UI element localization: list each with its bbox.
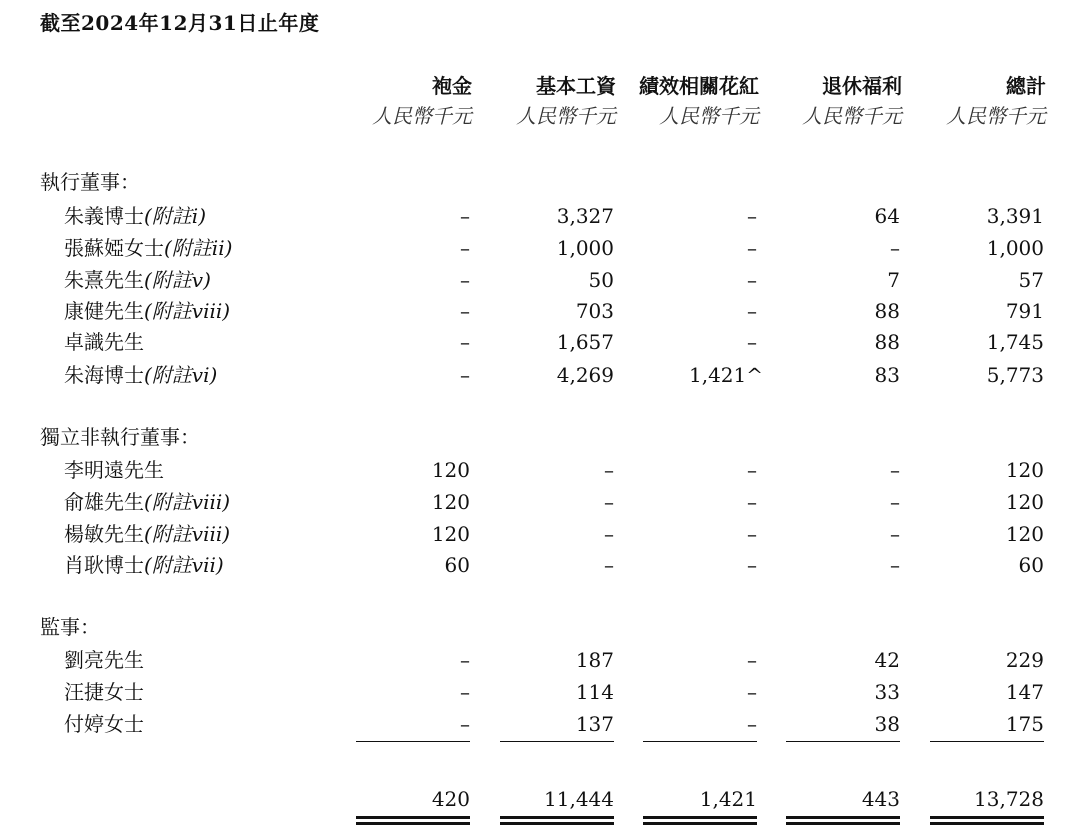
subtotal-rule	[356, 741, 470, 742]
column-unit: 人民幣千元	[516, 104, 616, 128]
column-label: 績效相關花紅	[639, 74, 759, 98]
salary-cell: 137	[575, 712, 614, 736]
fees-cell: 60	[444, 553, 470, 577]
salary-cell: 703	[575, 299, 614, 323]
salary-cell: –	[604, 490, 614, 514]
total-cell: 57	[1018, 268, 1044, 292]
double-underline-rule	[356, 816, 470, 825]
note-reference: (附註vii)	[144, 553, 224, 577]
retirement-cell: 7	[887, 268, 900, 292]
fees-cell: 120	[431, 490, 470, 514]
subtotal-rule	[786, 741, 900, 742]
supervisor-name: 劉亮先生	[64, 648, 144, 672]
director-name-cell	[64, 519, 230, 549]
total-cell: 3,391	[986, 204, 1044, 228]
director-name: 肖耿博士	[64, 553, 144, 577]
column-label: 總計	[1006, 74, 1046, 98]
table-row	[0, 296, 1080, 326]
column-unit: 人民幣千元	[659, 104, 759, 128]
retirement-cell: 38	[874, 712, 900, 736]
table-row	[0, 709, 1080, 739]
note-reference: (附註viii)	[144, 522, 231, 546]
subtotal-rule	[643, 741, 757, 742]
double-underline-rule	[786, 816, 900, 825]
double-underline-rule	[500, 816, 614, 825]
director-name-cell	[64, 550, 224, 580]
bonus-cell: –	[747, 204, 757, 228]
total-bonus: 1,421	[699, 787, 757, 811]
table-row	[0, 487, 1080, 517]
table-row	[0, 550, 1080, 580]
supervisor-name: 付婷女士	[64, 712, 144, 736]
salary-cell: –	[604, 553, 614, 577]
table-row	[0, 360, 1080, 390]
table-row	[0, 455, 1080, 485]
director-name-cell	[64, 233, 232, 263]
bonus-cell: –	[747, 490, 757, 514]
director-name-cell	[64, 201, 206, 231]
column-header-fees	[322, 72, 472, 130]
total-fees: 420	[431, 787, 470, 811]
note-reference: (附註i)	[144, 204, 207, 228]
table-row	[0, 201, 1080, 231]
retirement-cell: 64	[874, 204, 900, 228]
fees-cell: 120	[431, 522, 470, 546]
bonus-cell: –	[747, 458, 757, 482]
subtotal-rule	[500, 741, 614, 742]
total-cell: 120	[1005, 490, 1044, 514]
double-underline-rule	[643, 816, 757, 825]
retirement-cell: –	[890, 522, 900, 546]
salary-cell: 114	[575, 680, 614, 704]
column-header-bonus	[609, 72, 759, 130]
column-unit: 人民幣千元	[372, 104, 472, 128]
fees-cell: 120	[431, 458, 470, 482]
bonus-cell: –	[747, 268, 757, 292]
retirement-cell: –	[890, 553, 900, 577]
director-name-cell	[64, 327, 144, 357]
director-name-cell	[64, 265, 211, 295]
director-name: 朱海博士	[64, 363, 144, 387]
salary-cell: 1,000	[556, 236, 614, 260]
note-reference: (附註viii)	[144, 299, 231, 323]
fees-cell: –	[460, 363, 470, 387]
bonus-cell: –	[747, 236, 757, 260]
retirement-cell: –	[890, 458, 900, 482]
total-cell: 229	[1005, 648, 1044, 672]
column-header-retirement	[752, 72, 902, 130]
retirement-cell: –	[890, 490, 900, 514]
column-unit: 人民幣千元	[946, 104, 1046, 128]
director-name: 康健先生	[64, 299, 144, 323]
fees-cell: –	[460, 330, 470, 354]
bonus-cell: –	[747, 330, 757, 354]
total-cell: 147	[1005, 680, 1044, 704]
table-row	[0, 677, 1080, 707]
director-name: 卓識先生	[64, 330, 144, 354]
supervisor-name: 汪捷女士	[64, 680, 144, 704]
column-label: 退休福利	[822, 74, 902, 98]
salary-cell: –	[604, 458, 614, 482]
director-name-cell	[64, 455, 164, 485]
salary-cell: 187	[575, 648, 614, 672]
retirement-cell: 83	[874, 363, 900, 387]
total-retirement: 443	[861, 787, 900, 811]
column-label: 基本工資	[536, 74, 616, 98]
fees-cell: –	[460, 204, 470, 228]
director-name-cell	[64, 296, 230, 326]
total-cell: 1,745	[986, 330, 1044, 354]
total-cell: 1,000	[986, 236, 1044, 260]
total-cell: 120	[1005, 458, 1044, 482]
fees-cell: –	[460, 236, 470, 260]
fees-cell: –	[460, 680, 470, 704]
note-reference: (附註vi)	[144, 363, 218, 387]
salary-cell: 3,327	[556, 204, 614, 228]
fees-cell: –	[460, 712, 470, 736]
retirement-cell: 42	[874, 648, 900, 672]
retirement-cell: 88	[874, 299, 900, 323]
director-name: 朱熹先生	[64, 268, 144, 292]
retirement-cell: –	[890, 236, 900, 260]
total-salary: 11,444	[544, 787, 614, 811]
retirement-cell: 33	[874, 680, 900, 704]
supervisor-name-cell	[64, 645, 144, 675]
note-reference: (附註ii)	[164, 236, 233, 260]
bonus-cell: –	[747, 680, 757, 704]
salary-cell: –	[604, 522, 614, 546]
director-name: 朱義博士	[64, 204, 144, 228]
note-reference: (附註v)	[144, 268, 211, 292]
table-row	[0, 327, 1080, 357]
total-cell: 175	[1005, 712, 1044, 736]
fees-cell: –	[460, 299, 470, 323]
director-name: 楊敏先生	[64, 522, 144, 546]
section-label-executive-directors: 執行董事：	[40, 170, 140, 194]
table-row	[0, 265, 1080, 295]
director-name-cell	[64, 360, 217, 390]
bonus-cell: –	[747, 712, 757, 736]
fees-cell: –	[460, 268, 470, 292]
bonus-cell: –	[747, 553, 757, 577]
total-cell: 60	[1018, 553, 1044, 577]
column-header-salary	[466, 72, 616, 130]
column-label: 袍金	[432, 74, 472, 98]
supervisor-name-cell	[64, 677, 144, 707]
retirement-cell: 88	[874, 330, 900, 354]
supervisor-name-cell	[64, 709, 144, 739]
director-name-cell	[64, 487, 230, 517]
subtotal-rule	[930, 741, 1044, 742]
bonus-cell: –	[747, 648, 757, 672]
table-row	[0, 519, 1080, 549]
note-reference: (附註viii)	[144, 490, 231, 514]
table-row	[0, 233, 1080, 263]
bonus-cell: –	[747, 522, 757, 546]
fees-cell: –	[460, 648, 470, 672]
director-name: 李明遠先生	[64, 458, 164, 482]
section-label-independent-directors: 獨立非執行董事：	[40, 425, 200, 449]
salary-cell: 4,269	[556, 363, 614, 387]
bonus-cell: –	[747, 299, 757, 323]
director-name: 俞雄先生	[64, 490, 144, 514]
totals-row	[0, 784, 1080, 814]
double-underline-rule	[930, 816, 1044, 825]
table-row	[0, 645, 1080, 675]
section-label-supervisors: 監事：	[40, 615, 100, 639]
total-cell: 5,773	[986, 363, 1044, 387]
salary-cell: 50	[588, 268, 614, 292]
column-header-total	[896, 72, 1046, 130]
director-name: 張蘇婭女士	[64, 236, 164, 260]
salary-cell: 1,657	[556, 330, 614, 354]
period-title: 截至2024年12月31日止年度	[40, 11, 320, 35]
total-cell: 791	[1005, 299, 1044, 323]
bonus-cell: 1,421^	[688, 363, 763, 387]
total-cell: 120	[1005, 522, 1044, 546]
grand-total: 13,728	[974, 787, 1044, 811]
column-unit: 人民幣千元	[802, 104, 902, 128]
